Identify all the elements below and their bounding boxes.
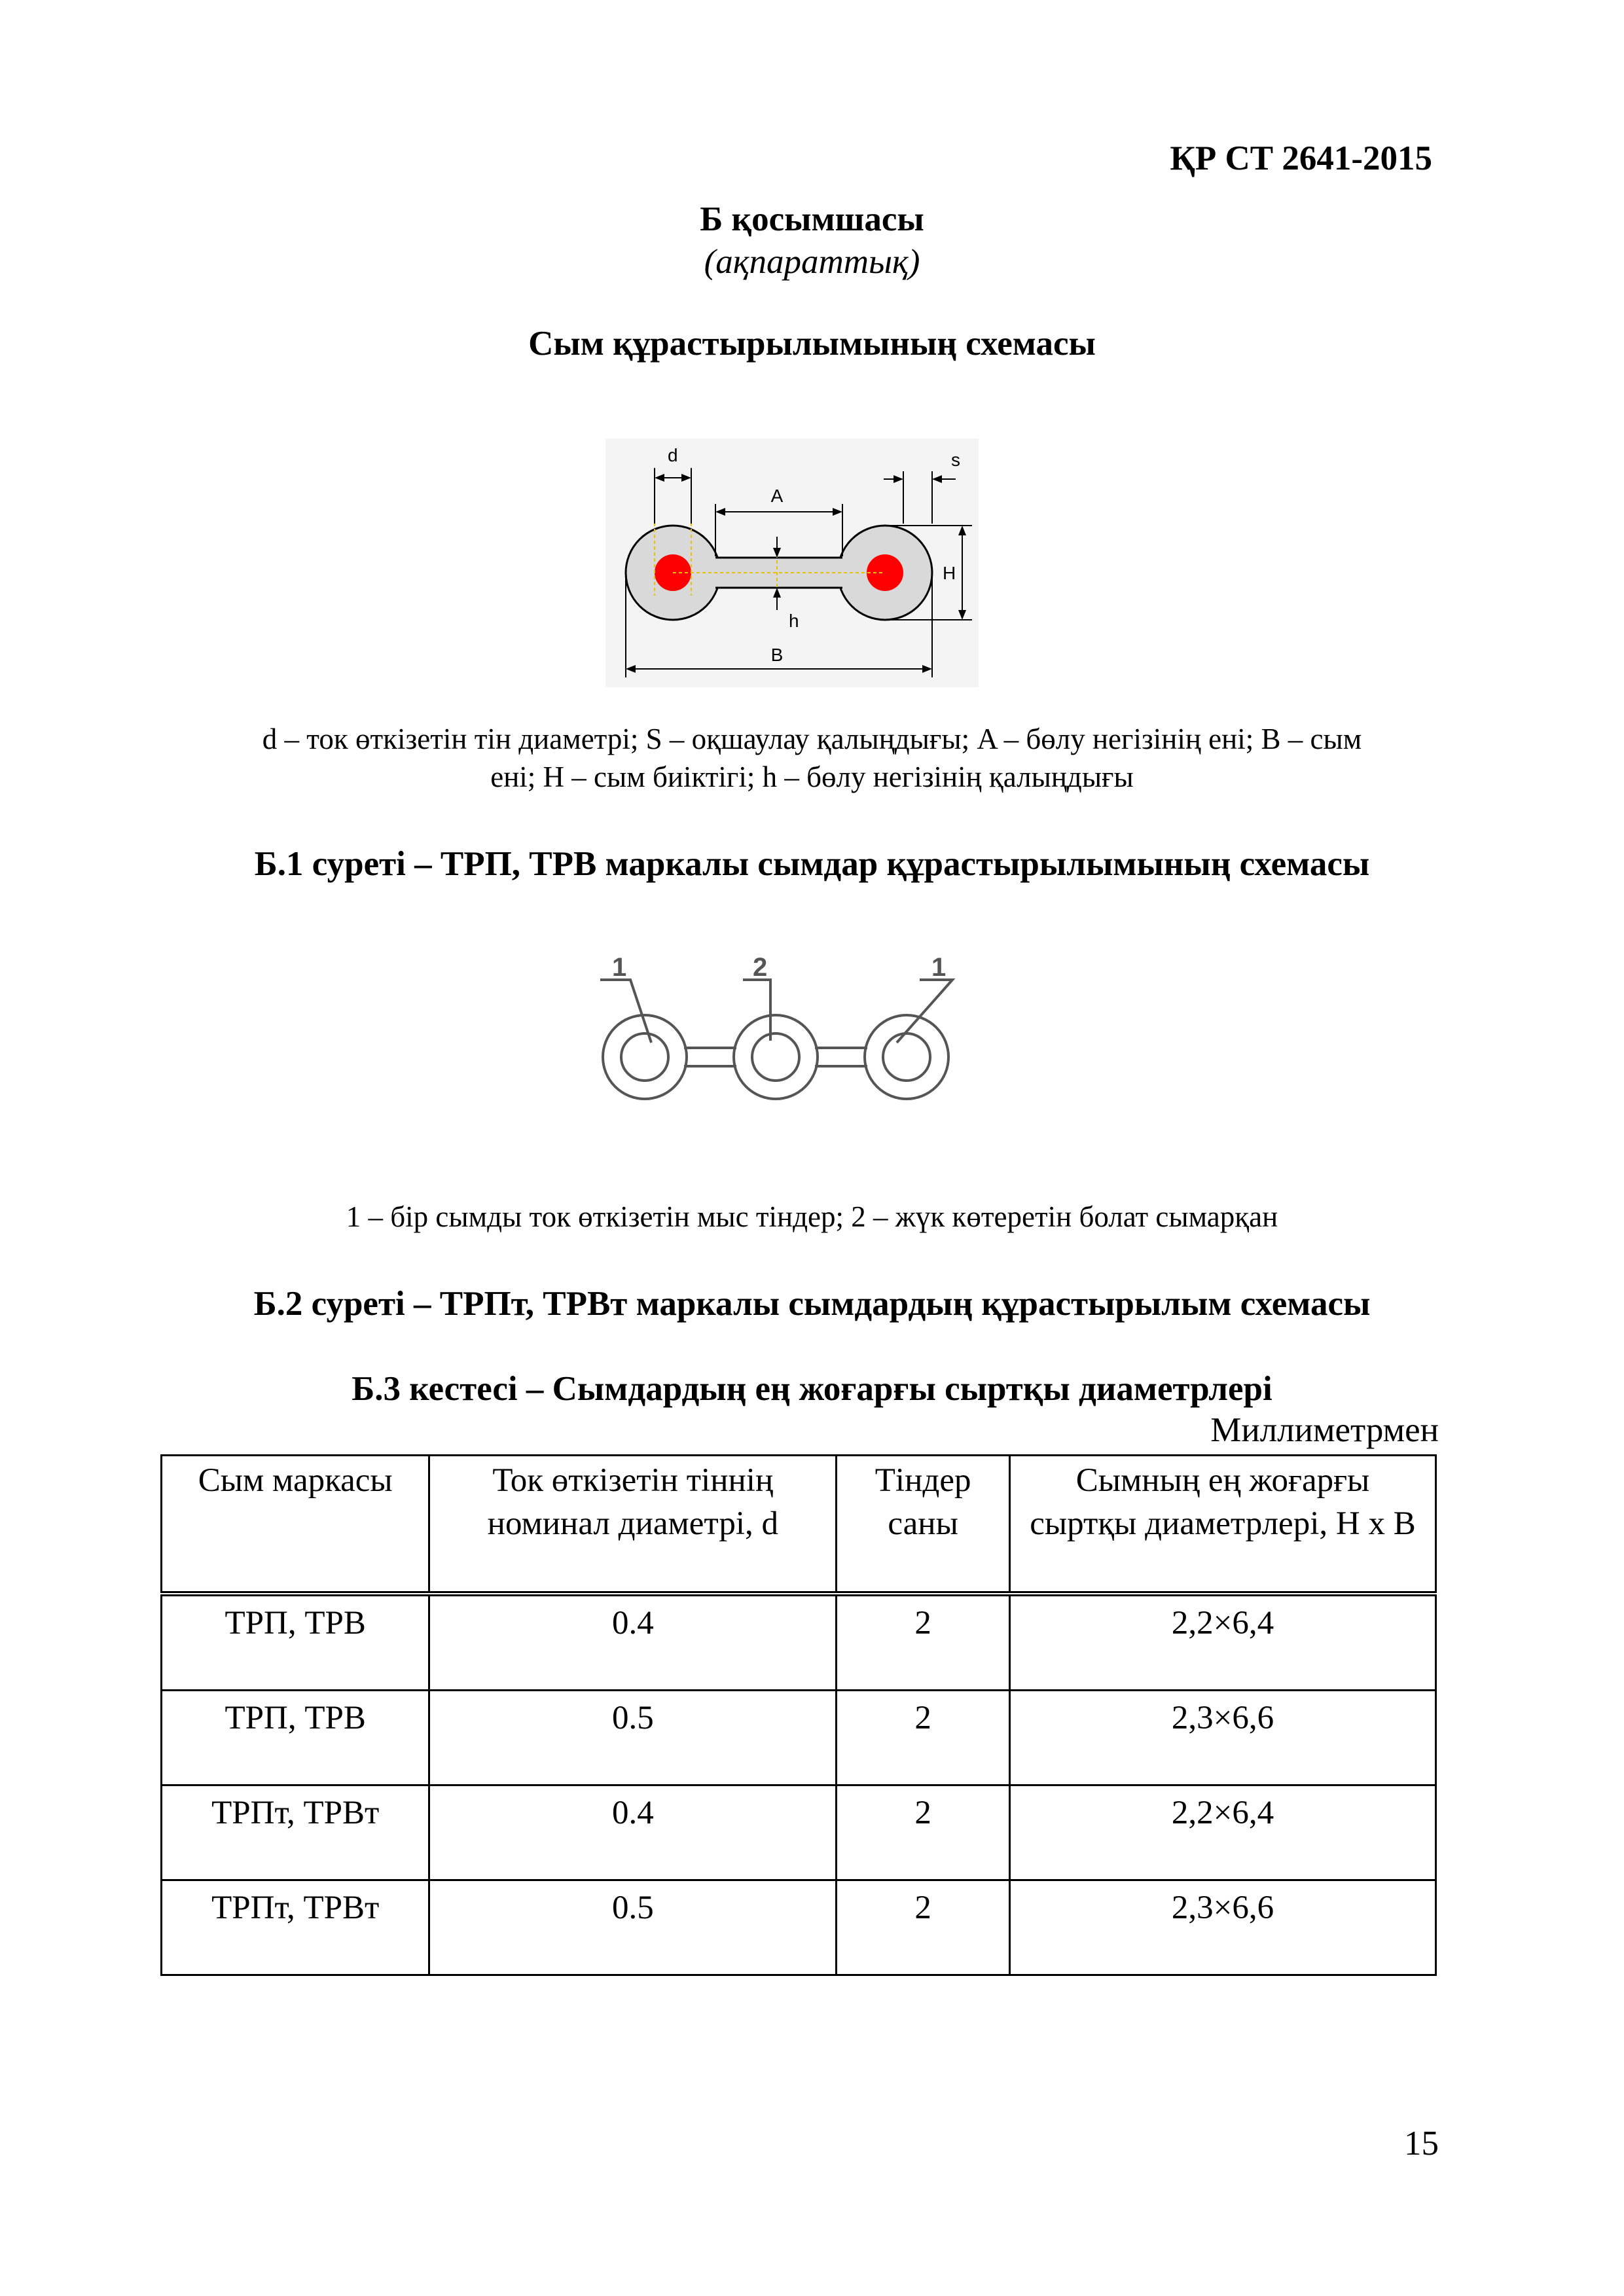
- figure2-legend: 1 – бір сымды ток өткізетін мыс тіндер; 2 – жүк көтеретін болат сымарқан: [346, 1200, 1278, 1233]
- table-cell: 0.5: [429, 1880, 837, 1975]
- table-cell: ТРП, ТРВ: [162, 1594, 429, 1691]
- figure1-legend-line1: d – ток өткізетін тін диаметрі; S – оқшаулау қалыңдығы; A – бөлу негізінің ені; B – сым: [262, 723, 1362, 755]
- table-cell: 2: [837, 1691, 1010, 1785]
- table-header-cell: Тіндер саны: [837, 1456, 1010, 1594]
- dim-label-s: s: [951, 450, 960, 470]
- table-row: [162, 1785, 1436, 1880]
- table-cell: 2,3×6,6: [1009, 1691, 1435, 1785]
- table-cell: 2: [837, 1594, 1010, 1691]
- three-core-wire-diagram: [599, 946, 965, 1116]
- table-cell: 2: [837, 1785, 1010, 1880]
- table-cell: 0.4: [429, 1785, 837, 1880]
- table-cell: 0.5: [429, 1691, 837, 1785]
- figure2-label-left: 1: [612, 953, 627, 982]
- table-cell: ТРП, ТРВ: [162, 1691, 429, 1785]
- table-header-cell: Сымның ең жоғарғы сыртқы диаметрлері, H х B: [1009, 1456, 1435, 1594]
- table-cell: 2,2×6,4: [1009, 1785, 1435, 1880]
- table-row: [162, 1594, 1436, 1691]
- dim-label-h-upper: H: [943, 563, 956, 583]
- dim-label-d: d: [668, 445, 678, 465]
- standard-number: ҚР СТ 2641-2015: [1170, 139, 1432, 177]
- table-units: Миллиметрмен: [1210, 1411, 1439, 1449]
- dim-label-b: B: [770, 645, 784, 665]
- figure2-caption: Б.2 суреті – ТРПт, ТРВт маркалы сымдардың құрастырылым схемасы: [253, 1285, 1371, 1323]
- page-number: 15: [1404, 2125, 1439, 2162]
- table-header-cell: Сым маркасы: [162, 1456, 429, 1594]
- annex-title: Б қосымшасы: [700, 200, 924, 238]
- figure2-label-right: 1: [931, 953, 947, 982]
- figure2-label-middle: 2: [753, 953, 768, 982]
- table-row: [162, 1880, 1436, 1975]
- figure1-legend-line2: ені; H – сым биіктігі; h – бөлу негізінің қалыңдығы: [490, 761, 1134, 793]
- table-header-row: [162, 1456, 1436, 1594]
- table-cell: 0.4: [429, 1594, 837, 1691]
- table-cell: 2,3×6,6: [1009, 1880, 1435, 1975]
- table-cell: 2: [837, 1880, 1010, 1975]
- diameter-table: [160, 1454, 1437, 1976]
- dim-label-h-lower: h: [789, 611, 799, 631]
- wire-cross-section-diagram: [605, 439, 979, 687]
- figure2-drawing: [600, 980, 952, 1099]
- section-title: Сым құрастырылымының схемасы: [528, 325, 1096, 363]
- table-row: [162, 1691, 1436, 1785]
- table-cell: ТРПт, ТРВт: [162, 1785, 429, 1880]
- table-header-cell: Ток өткізетін тіннің номинал диаметрі, d: [429, 1456, 837, 1594]
- table-caption: Б.3 кестесі – Сымдардың ең жоғарғы сыртқы диаметрлері: [352, 1370, 1272, 1408]
- table-cell: 2,2×6,4: [1009, 1594, 1435, 1691]
- figure1-caption: Б.1 суреті – ТРП, ТРВ маркалы сымдар құрастырылымының схемасы: [254, 845, 1370, 883]
- table-cell: ТРПт, ТРВт: [162, 1880, 429, 1975]
- annex-subtitle: (ақпараттық): [704, 243, 920, 281]
- figure1-drawing: [605, 439, 979, 687]
- dim-label-a: A: [770, 486, 784, 506]
